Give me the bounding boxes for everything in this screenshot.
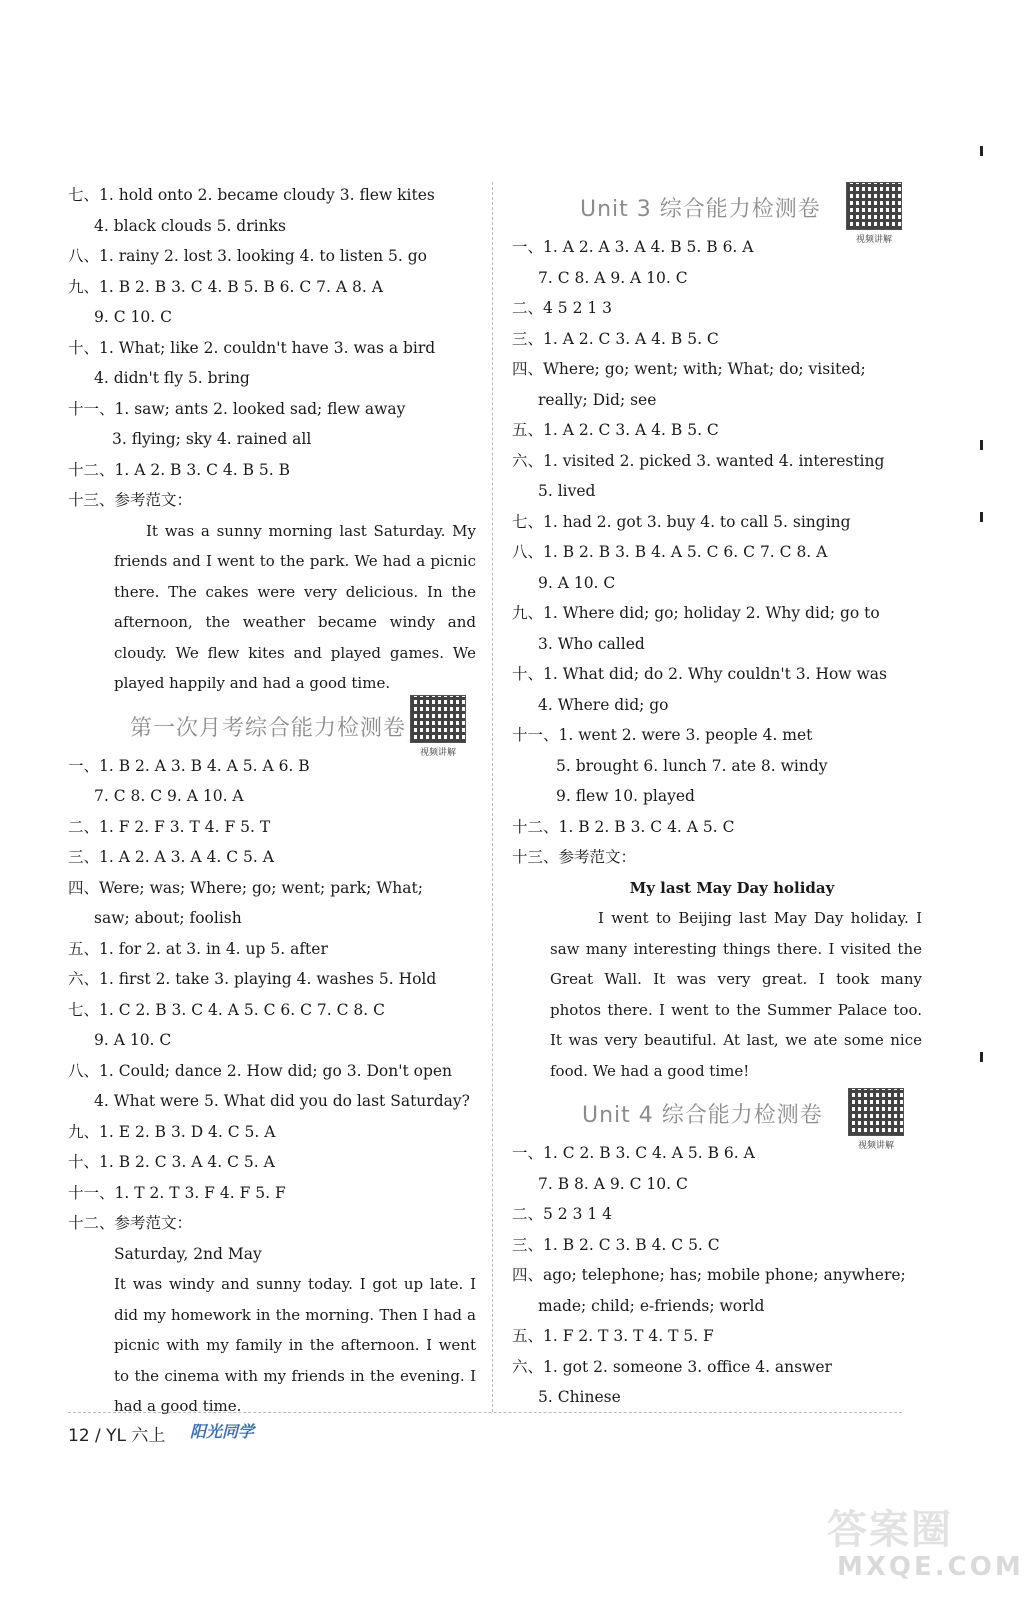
answer-line: 四、ago; telephone; has; mobile phone; anywhere; [512,1266,906,1284]
answer-line: 二、4 5 2 1 3 [512,299,613,317]
answer-line: 四、Were; was; Where; go; went; park; What; [68,878,423,897]
answer-line: really; Did; see [538,390,657,409]
answer-line: 5. brought 6. lunch 7. ate 8. windy [556,756,828,775]
answer-line: saw; about; foolish [94,909,242,927]
sample-essay: I went to Beijing last May Day holiday. I saw many interesting things there. I visited the Great Wall. It was very great. I took many photos there. I went to the Summer Palace too. It was very beautiful. At last, we ate some nice food. We had a good time! [550,909,922,1080]
qr-caption: 视频讲解 [855,235,892,245]
section-header [512,1086,922,1151]
answer-line: 3. Who called [538,634,645,653]
qr-code[interactable] [846,182,902,245]
answer-line: 九、1. Where did; go; holiday 2. Why did; go to [512,604,880,622]
answer-line: 7. B 8. A 9. C 10. C [538,1174,688,1193]
answer-line: 十一、1. saw; ants 2. looked sad; flew away [68,399,406,418]
answer-line: 十、1. B 2. C 3. A 4. C 5. A [68,1153,275,1171]
answer-line: 十三、参考范文： [68,491,193,509]
watermark-url: MXQE.COM [837,1552,1024,1582]
answer-line: 六、1. visited 2. picked 3. wanted 4. interesting [512,451,885,470]
answer-line: 六、1. first 2. take 3. playing 4. washes 5. Hold [68,970,437,988]
edge-mark [980,146,983,156]
answer-line: 十二、1. A 2. B 3. C 4. B 5. B [68,460,291,479]
edge-mark [980,440,983,450]
answer-line: 4. didn't fly 5. bring [94,369,250,387]
qr-caption: 视频讲解 [419,747,456,758]
answer-line: 九、1. E 2. B 3. D 4. C 5. A [68,1122,276,1141]
answer-line: 十一、1. went 2. were 3. people 4. met [512,726,813,744]
answer-line: 二、5 2 3 1 4 [512,1205,613,1223]
section-title: Unit 4 综合能力检测卷 [582,1103,823,1128]
answer-line: 十、1. What did; do 2. Why couldn't 3. How was [512,665,887,683]
answer-line: 七、1. had 2. got 3. buy 4. to call 5. singing [512,512,851,531]
answer-line: 一、1. C 2. B 3. C 4. A 5. B 6. A [512,1144,755,1162]
answer-line: 十一、1. T 2. T 3. F 4. F 5. F [68,1183,286,1202]
edge-mark [980,1052,983,1062]
answer-line: 七、1. C 2. B 3. C 4. A 5. C 6. C 7. C 8. C [68,1000,385,1019]
sample-essay: It was windy and sunny today. I got up late. I did my homework in the morning. Then I had a picnic with my family in the afternoon. I went to the cinema with my friends in the evening. I had a good time. [114,1275,476,1415]
answer-line: 八、1. B 2. B 3. B 4. A 5. C 6. C 7. C 8. A [512,543,828,561]
brand-logo: 阳光同学 [190,1422,255,1441]
essay-date: Saturday, 2nd May [114,1244,262,1263]
answer-line: 一、1. B 2. A 3. B 4. A 5. A 6. B [68,756,310,775]
answer-line: 9. A 10. C [538,573,616,592]
answer-line: made; child; e-friends; world [538,1296,765,1315]
answer-line: 三、1. A 2. A 3. A 4. C 5. A [68,848,274,866]
page-footer [68,1412,902,1446]
section-title: 第一次月考综合能力检测卷 [130,715,407,741]
answer-line: 九、1. B 2. B 3. C 4. B 5. B 6. C 7. A 8. A [68,277,383,296]
answer-line: 4. What were 5. What did you do last Saturday? [94,1092,470,1110]
answer-line: 4. black clouds 5. drinks [94,216,286,235]
answer-line: 十二、1. B 2. B 3. C 4. A 5. C [512,817,735,836]
answer-line: 二、1. F 2. F 3. T 4. F 5. T [68,817,271,836]
answer-line: 7. C 8. A 9. A 10. C [538,268,688,287]
edge-mark [980,512,983,522]
qr-code-icon [410,695,466,743]
answer-line: 八、1. Could; dance 2. How did; go 3. Don't open [68,1061,453,1080]
answer-line: 五、1. A 2. C 3. A 4. B 5. C [512,421,719,439]
answer-line: 四、Where; go; went; with; What; do; visited; [512,360,866,378]
qr-code-icon [848,1088,904,1136]
answer-line: 五、1. F 2. T 3. T 4. T 5. F [512,1327,714,1345]
answer-line: 十三、参考范文： [512,848,637,866]
answer-line: 5. Chinese [538,1388,621,1406]
answer-line: 5. lived [538,482,596,500]
section-title: Unit 3 综合能力检测卷 [580,197,821,222]
sample-essay: It was a sunny morning last Saturday. My friends and I went to the park. We had a picnic there. The cakes were very delicious. In the afternoon, the weather became windy and cloudy. We flew kites and played games. We played happily and had a good time. [114,521,476,692]
section-header [512,180,922,245]
qr-caption: 视频讲解 [857,1141,894,1151]
essay-title: My last May Day holiday [629,878,835,897]
qr-code-icon [846,182,902,230]
watermark-text: 答案圈 [827,1507,953,1553]
answer-line: 9. A 10. C [94,1031,172,1049]
answer-line: 六、1. got 2. someone 3. office 4. answer [512,1357,832,1376]
answer-line: 五、1. for 2. at 3. in 4. up 5. after [68,939,328,958]
answer-line: 十二、参考范文： [68,1214,193,1232]
column-divider [492,182,493,1412]
section-header [68,699,476,758]
watermark [827,1498,1024,1590]
answer-line: 七、1. hold onto 2. became cloudy 3. flew kites [68,186,435,204]
answer-line: 八、1. rainy 2. lost 3. looking 4. to listen 5. go [68,247,427,265]
answer-line: 7. C 8. C 9. A 10. A [94,787,244,805]
answer-line: 三、1. B 2. C 3. B 4. C 5. C [512,1235,720,1254]
answer-line: 一、1. A 2. A 3. A 4. B 5. B 6. A [512,238,754,256]
answer-line: 4. Where did; go [538,695,669,714]
answer-line: 9. flew 10. played [556,787,695,805]
answer-line: 三、1. A 2. C 3. A 4. B 5. C [512,329,719,348]
answer-line: 十、1. What; like 2. couldn't have 3. was a bird [68,338,436,357]
qr-code[interactable] [410,695,466,758]
qr-code[interactable] [848,1088,904,1151]
answer-line: 3. flying; sky 4. rained all [112,430,312,448]
answer-line: 9. C 10. C [94,308,172,326]
right-column [512,180,922,1413]
left-column [68,180,476,1422]
page-label: 12 / YL 六上 [68,1426,166,1446]
